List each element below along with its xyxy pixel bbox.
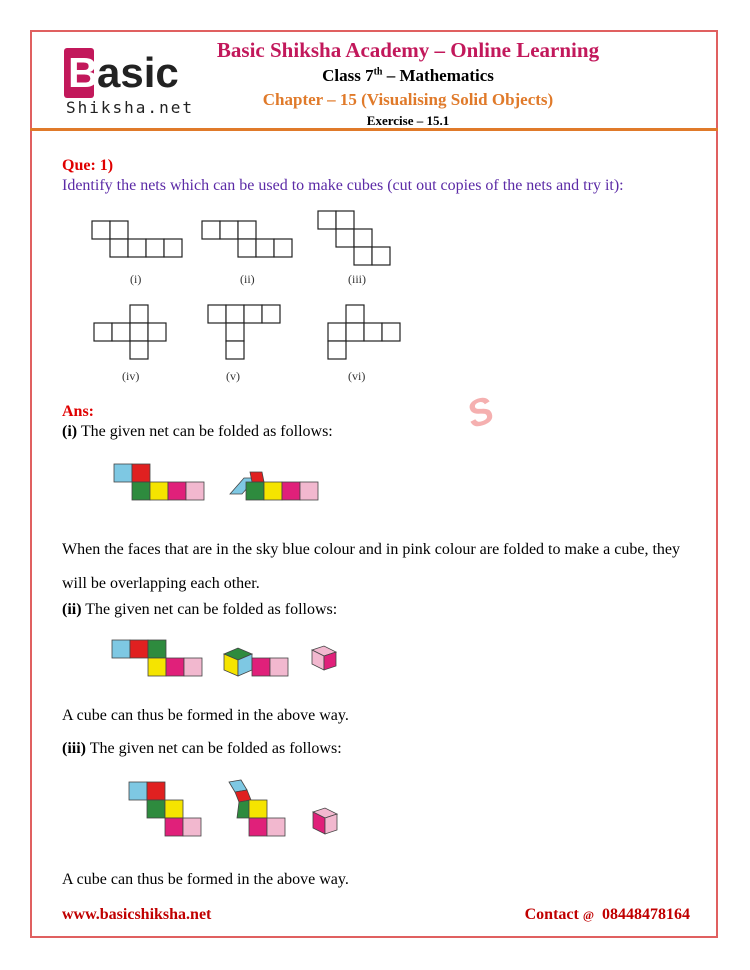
net-label-i: (i): [130, 272, 142, 286]
logo-subtitle: Shiksha.net: [66, 98, 194, 117]
fold-figure-i: [110, 462, 330, 504]
net-label-v: (v): [226, 369, 240, 383]
fold-figure-ii: [110, 638, 360, 680]
part-i-intro: (i) The given net can be folded as follows:: [62, 423, 333, 440]
fold-figure-iii: [125, 778, 365, 840]
part-ii-explanation: A cube can thus be formed in the above way.: [62, 707, 349, 724]
footer-website[interactable]: www.basicshiksha.net: [62, 906, 212, 923]
header-class: Class 7th – Mathematics: [322, 66, 494, 85]
footer-contact: Contact @ 08448478164: [524, 906, 690, 923]
part-iii-intro: (iii) The given net can be folded as follows:: [62, 740, 342, 757]
net-label-iv: (iv): [122, 369, 140, 383]
net-label-iii: (iii): [348, 272, 366, 286]
part-iii-explanation: A cube can thus be formed in the above way.: [62, 871, 349, 888]
net-label-vi: (vi): [348, 369, 366, 383]
logo-letter: B: [68, 49, 99, 96]
question-number: Que: 1): [62, 157, 114, 174]
part-i-explanation: When the faces that are in the sky blue colour and in pink colour are folded to make a cube, they will be overlapping each other.: [62, 541, 680, 592]
nets-figure: [80, 205, 410, 390]
logo-b-block: [64, 48, 99, 98]
watermark: S: [461, 389, 500, 437]
part-ii-intro: (ii) The given net can be folded as follows:: [62, 601, 338, 618]
header-chapter: Chapter – 15 (Visualising Solid Objects): [262, 90, 554, 109]
logo-text: asic: [97, 49, 179, 96]
answer-heading: Ans:: [62, 403, 95, 420]
header-exercise: Exercise – 15.1: [366, 113, 450, 128]
question-text: Identify the nets which can be used to make cubes (cut out copies of the nets and try it):: [62, 177, 624, 194]
logo: [64, 44, 194, 120]
header-title: Basic Shiksha Academy – Online Learning: [216, 38, 600, 62]
net-label-ii: (ii): [240, 272, 255, 286]
